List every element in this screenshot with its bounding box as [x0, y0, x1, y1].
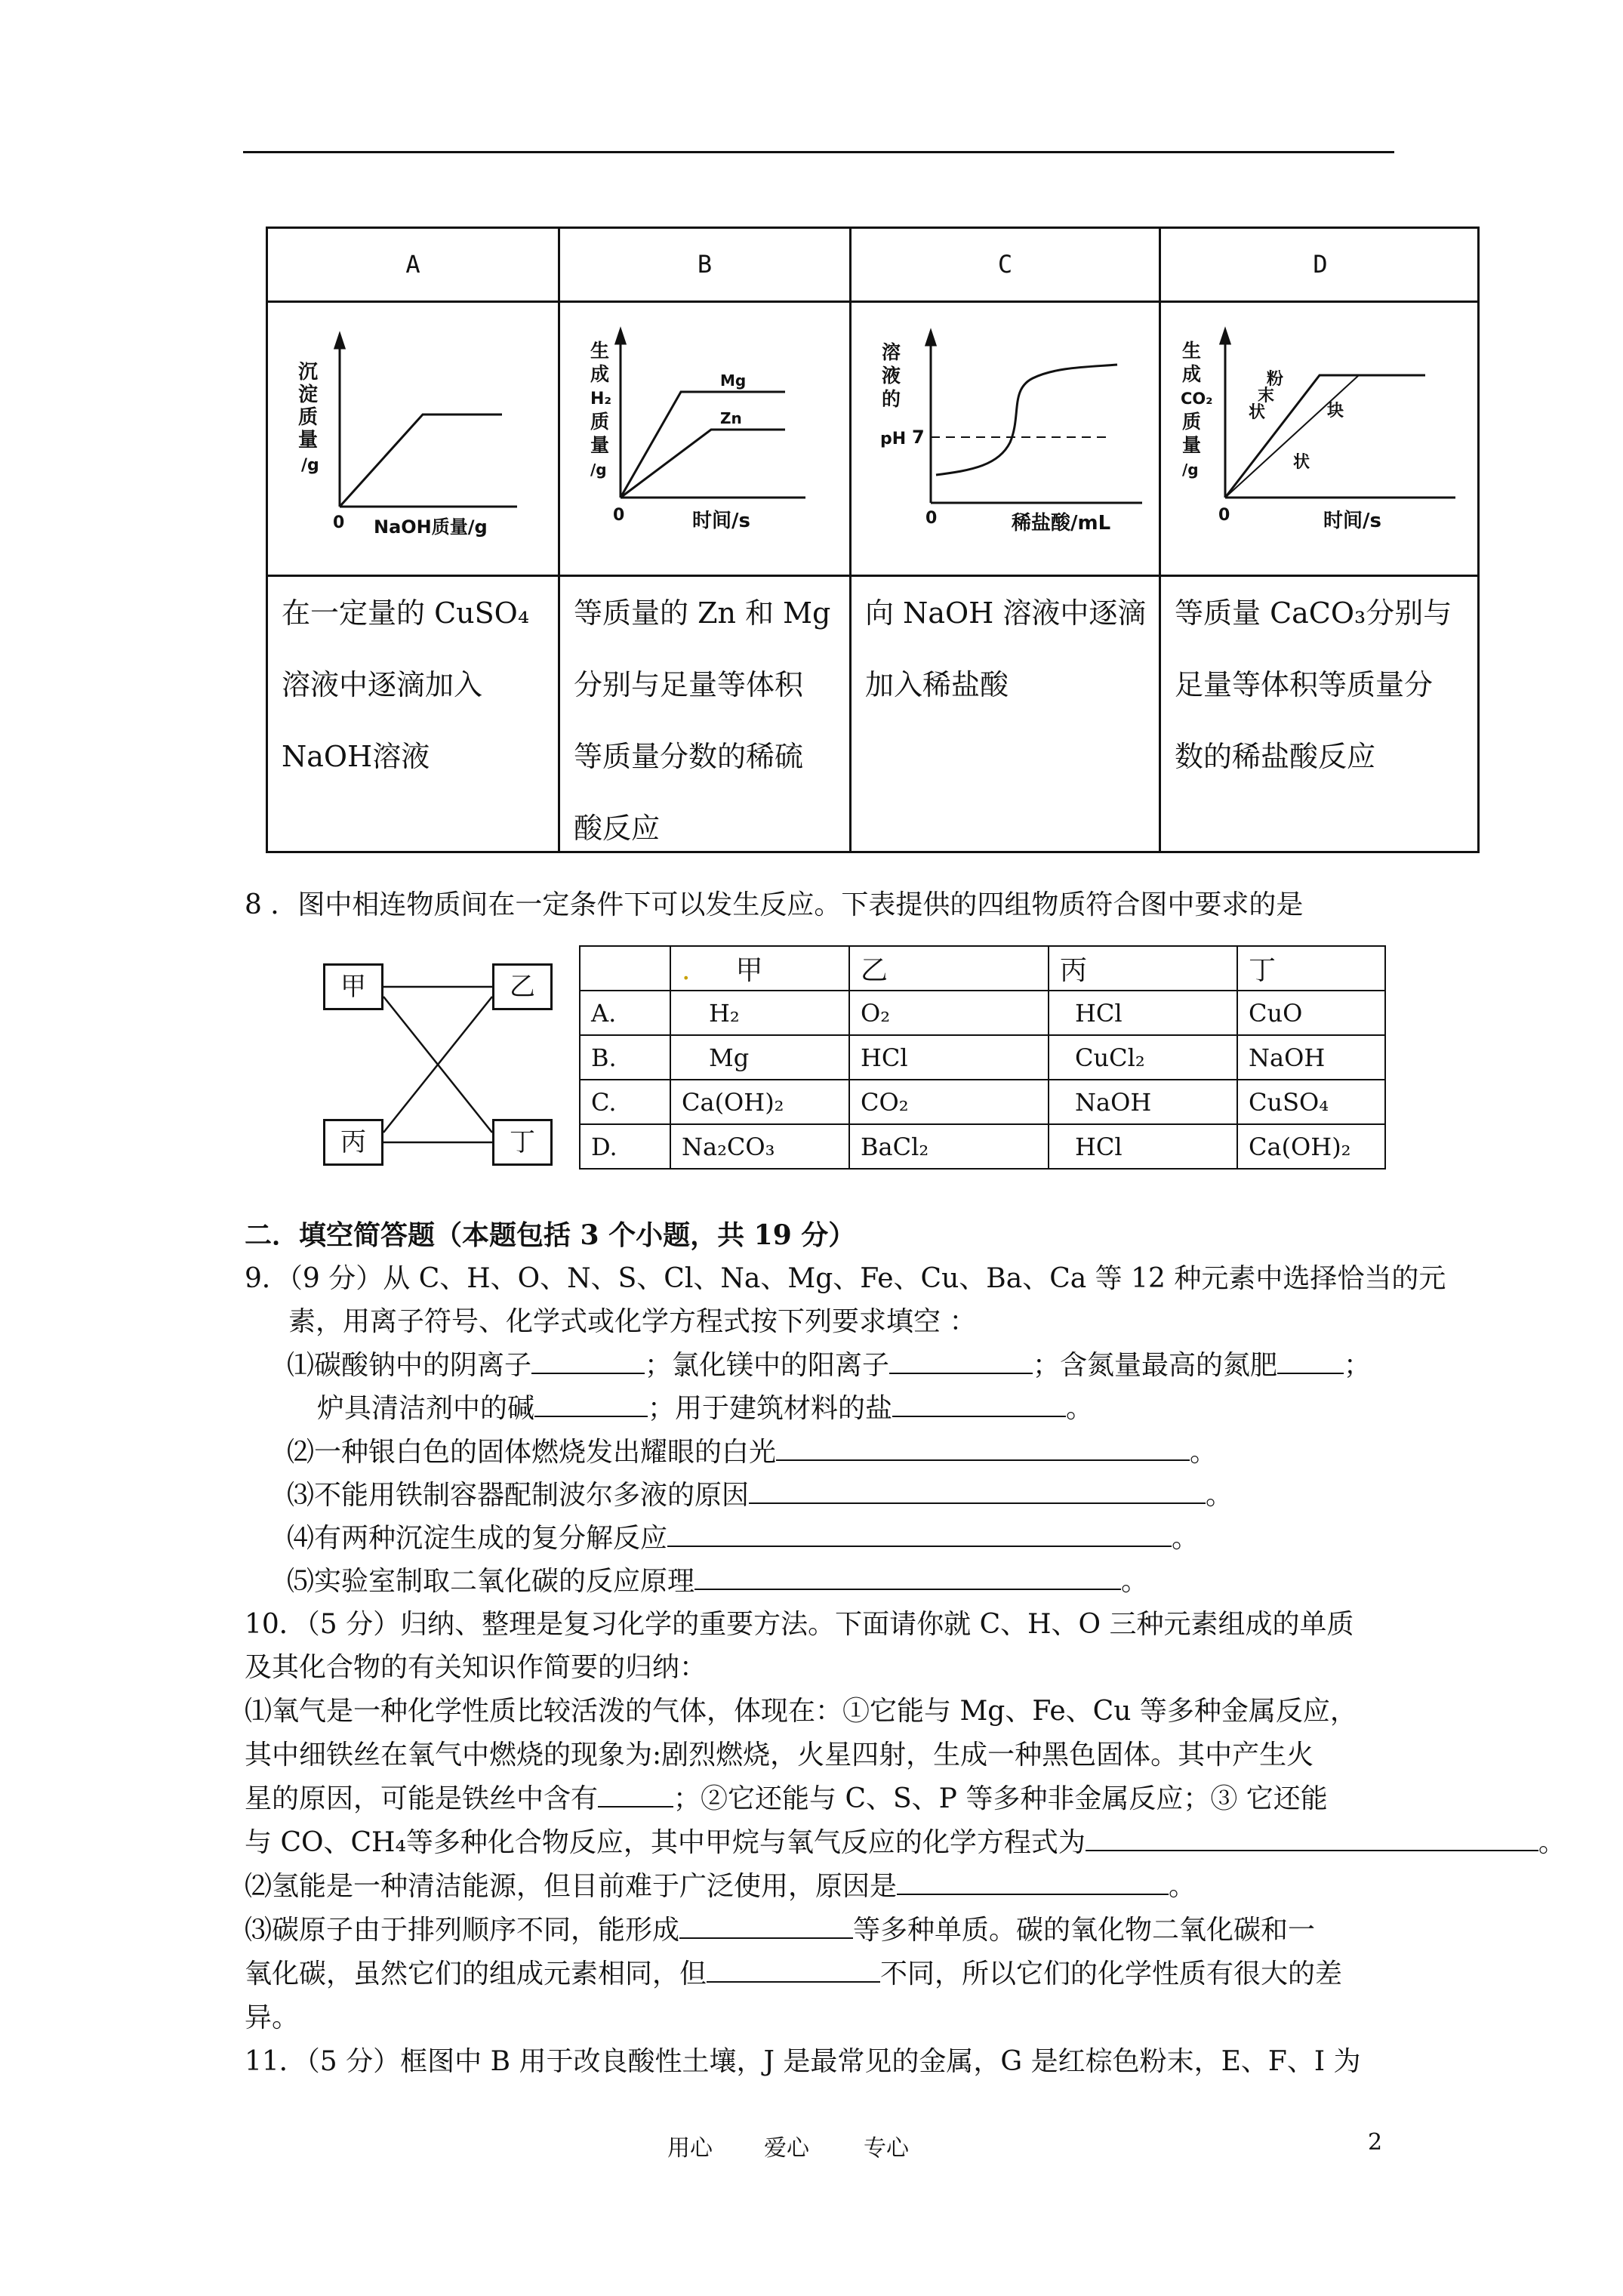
origin-label: 0	[925, 509, 938, 528]
lump-label-1: 块	[1327, 402, 1344, 421]
y-label-3: 的	[882, 388, 901, 410]
description-a: 在一定量的 CuSO₄ 溶液中逐滴加入 NaOH溶液	[282, 596, 530, 773]
q9-part-2: ⑵一种银白色的固体燃烧发出耀眼的白光 。	[287, 1437, 1218, 1468]
y-label-4: pH	[880, 430, 907, 448]
q10-line-2: 及其化合物的有关知识作简要的归纳：	[245, 1652, 707, 1683]
answer-blank[interactable]	[897, 1869, 1169, 1895]
y-label-6: /g	[1182, 461, 1199, 479]
box-bing: 丙	[323, 1119, 383, 1166]
q9-part-3: ⑶不能用铁制容器配制波尔多液的原因 。	[287, 1480, 1233, 1511]
description-d: 等质量 CaCO₃分别与 足量等体积等质量分 数的稀盐酸反应	[1175, 596, 1452, 773]
stray-dot: .	[682, 955, 691, 986]
graph-a	[268, 303, 558, 575]
q10-line-6: 与 CO、CH₄等多种化合物反应，其中甲烷与氧气反应的化学方程式为 。	[245, 1827, 1566, 1858]
q9-part-5: ⑸实验室制取二氧化碳的反应原理 。	[287, 1566, 1149, 1597]
y-label-6: /g	[590, 461, 607, 479]
graph-c	[852, 303, 1159, 575]
x-label: 时间/s	[1323, 510, 1381, 532]
q10-line-9: 氧化碳，虽然它们的组成元素相同，但 不同，所以它们的化学性质有很大的差	[245, 1959, 1343, 1989]
precipitate-curve	[340, 415, 502, 507]
powder-label-1: 粉	[1267, 370, 1284, 389]
y-label-2: 液	[882, 365, 901, 387]
y-label-2: 成	[1182, 363, 1202, 385]
origin-label: 0	[613, 506, 625, 525]
table-row: B. Mg HCl CuCl₂ NaOH	[580, 1035, 1385, 1080]
footer-slogan-3: 专心	[864, 2135, 909, 2162]
zn-label: Zn	[720, 409, 742, 427]
y-label-5: /g	[301, 456, 319, 475]
footer-slogan-2: 爱心	[764, 2135, 809, 2162]
box-ding: 丁	[492, 1119, 553, 1166]
mg-label: Mg	[720, 371, 747, 390]
y-label-4: 质	[590, 411, 610, 433]
zn-curve	[621, 430, 785, 498]
q10-line-7: ⑵氢能是一种清洁能源，但目前难于广泛使用，原因是 。	[245, 1871, 1196, 1902]
q10-line-1: 10．（5 分）归纳、整理是复习化学的重要方法。下面请你就 C、H、O 三种元素组成的单质	[245, 1609, 1354, 1640]
ph7-tick-label: 7	[912, 427, 925, 448]
header-cell	[580, 946, 670, 991]
footer-slogan-1: 用心	[667, 2135, 713, 2162]
answer-blank[interactable]	[667, 1521, 1172, 1547]
powder-curve	[1225, 375, 1425, 498]
x-label: NaOH质量/g	[374, 516, 488, 538]
y-label-1: 沉	[298, 361, 319, 384]
answer-blank[interactable]	[1086, 1826, 1538, 1851]
y-axis-arrow	[1221, 330, 1230, 344]
y-axis-arrow	[926, 331, 935, 345]
column-header-c: C	[997, 250, 1013, 279]
column-header-a: A	[405, 250, 420, 279]
y-label-2: 成	[590, 363, 610, 385]
y-label-1: 生	[590, 340, 610, 362]
box-jia: 甲	[323, 963, 383, 1010]
y-label-2: 淀	[298, 384, 319, 406]
q9-part-4: ⑷有两种沉淀生成的复分解反应 。	[287, 1523, 1200, 1554]
header-cell: 乙	[849, 946, 1049, 991]
q9-part-1: ⑴碳酸钠中的阴离子 ；氯化镁中的阳离子 ；含氮量最高的氮肥 ；	[287, 1350, 1372, 1381]
answer-blank[interactable]	[694, 1564, 1121, 1590]
mg-curve	[621, 392, 785, 498]
y-label-1: 生	[1182, 340, 1202, 362]
q9-line-1: 9．（9 分）从 C、H、O、N、S、Cl、Na、Mg、Fe、Cu、Ba、Ca 等 12 种元素中选择恰当的元	[245, 1263, 1446, 1294]
y-label-1: 溶	[882, 341, 901, 363]
answer-blank[interactable]	[776, 1435, 1190, 1461]
y-label-5: 量	[1182, 434, 1202, 456]
graph-d	[1161, 303, 1480, 575]
question-8-text: 8 ．图中相连物质间在一定条件下可以发生反应。下表提供的四组物质符合图中要求的是	[245, 889, 1304, 920]
answer-blank[interactable]	[892, 1391, 1066, 1417]
box-yi: 乙	[492, 963, 553, 1010]
answer-blank[interactable]	[531, 1348, 645, 1374]
answer-blank[interactable]	[707, 1957, 880, 1983]
y-axis-arrow	[335, 334, 344, 348]
origin-label: 0	[1218, 506, 1230, 525]
powder-label-3: 状	[1249, 403, 1266, 422]
lump-curve	[1225, 375, 1359, 498]
q9-line-2: 素，用离子符号、化学式或化学方程式按下列要求填空 ：	[288, 1306, 977, 1337]
description-c: 向 NaOH 溶液中逐滴 加入稀盐酸	[865, 596, 1147, 701]
graph-table	[266, 227, 1480, 853]
header-cell: . 甲	[670, 946, 849, 991]
column-header-d: D	[1313, 250, 1328, 279]
section-heading: 二．填空简答题（本题包括 3 个小题，共 19 分）	[245, 1219, 856, 1251]
q10-line-8: ⑶碳原子由于排列顺序不同，能形成 等多种单质。碳的氧化物二氧化碳和一	[245, 1915, 1316, 1946]
y-label-3: CO₂	[1181, 390, 1213, 408]
lump-label-2: 状	[1293, 453, 1310, 472]
powder-label-2: 末	[1258, 387, 1275, 405]
description-b: 等质量的 Zn 和 Mg 分别与足量等体积 等质量分数的稀硫 酸反应	[574, 596, 831, 845]
reaction-diagram	[317, 951, 559, 1178]
y-axis-arrow	[616, 330, 625, 344]
origin-label: 0	[333, 513, 345, 532]
q11-line-1: 11．（5 分）框图中 B 用于改良酸性土壤，J 是最常见的金属，G 是红棕色粉末，E、F、I 为	[245, 2046, 1361, 2077]
answer-blank[interactable]	[749, 1478, 1206, 1504]
answer-blank[interactable]	[598, 1782, 673, 1808]
table-header-row	[580, 946, 1385, 991]
table-row: D. Na₂CO₃ BaCl₂ HCl Ca(OH)₂	[580, 1124, 1385, 1169]
y-label-3: H₂	[590, 390, 612, 408]
header-rule	[243, 151, 1394, 153]
q9-part-1-cont: 炉具清洁剂中的碱 ；用于建筑材料的盐 。	[317, 1393, 1094, 1424]
table-row: C. Ca(OH)₂ CO₂ NaOH CuSO₄	[580, 1080, 1385, 1124]
answer-blank[interactable]	[679, 1913, 853, 1939]
column-header-b: B	[697, 250, 713, 279]
x-label: 时间/s	[692, 510, 750, 532]
answer-blank[interactable]	[1277, 1348, 1344, 1374]
table-row: A. H₂ O₂ HCl CuO	[580, 991, 1385, 1035]
header-cell: 丁	[1237, 946, 1385, 991]
page-number: 2	[1368, 2129, 1383, 2156]
options-table	[579, 945, 1386, 1170]
ph-curve	[936, 365, 1117, 475]
y-label-5: 量	[590, 434, 610, 456]
graph-b	[560, 303, 849, 575]
answer-blank[interactable]	[534, 1391, 648, 1417]
header-cell: 丙	[1049, 946, 1237, 991]
q10-line-4: 其中细铁丝在氧气中燃烧的现象为:剧烈燃烧，火星四射，生成一种黑色固体。其中产生火	[245, 1740, 1314, 1771]
q10-line-10: 异。	[245, 2002, 300, 2033]
q10-line-5: 星的原因，可能是铁丝中含有 ；②它还能与 C、S、P 等多种非金属反应；③ 它还能	[245, 1783, 1328, 1814]
q10-line-3: ⑴氧气是一种化学性质比较活泼的气体，体现在：①它能与 Mg、Fe、Cu 等多种金属反应，	[245, 1696, 1357, 1727]
answer-blank[interactable]	[889, 1348, 1033, 1374]
y-label-3: 质	[298, 406, 319, 429]
y-label-4: 质	[1182, 411, 1202, 433]
row-divider	[268, 575, 1477, 577]
x-label: 稀盐酸/mL	[1012, 512, 1111, 535]
y-label-4: 量	[298, 429, 319, 451]
